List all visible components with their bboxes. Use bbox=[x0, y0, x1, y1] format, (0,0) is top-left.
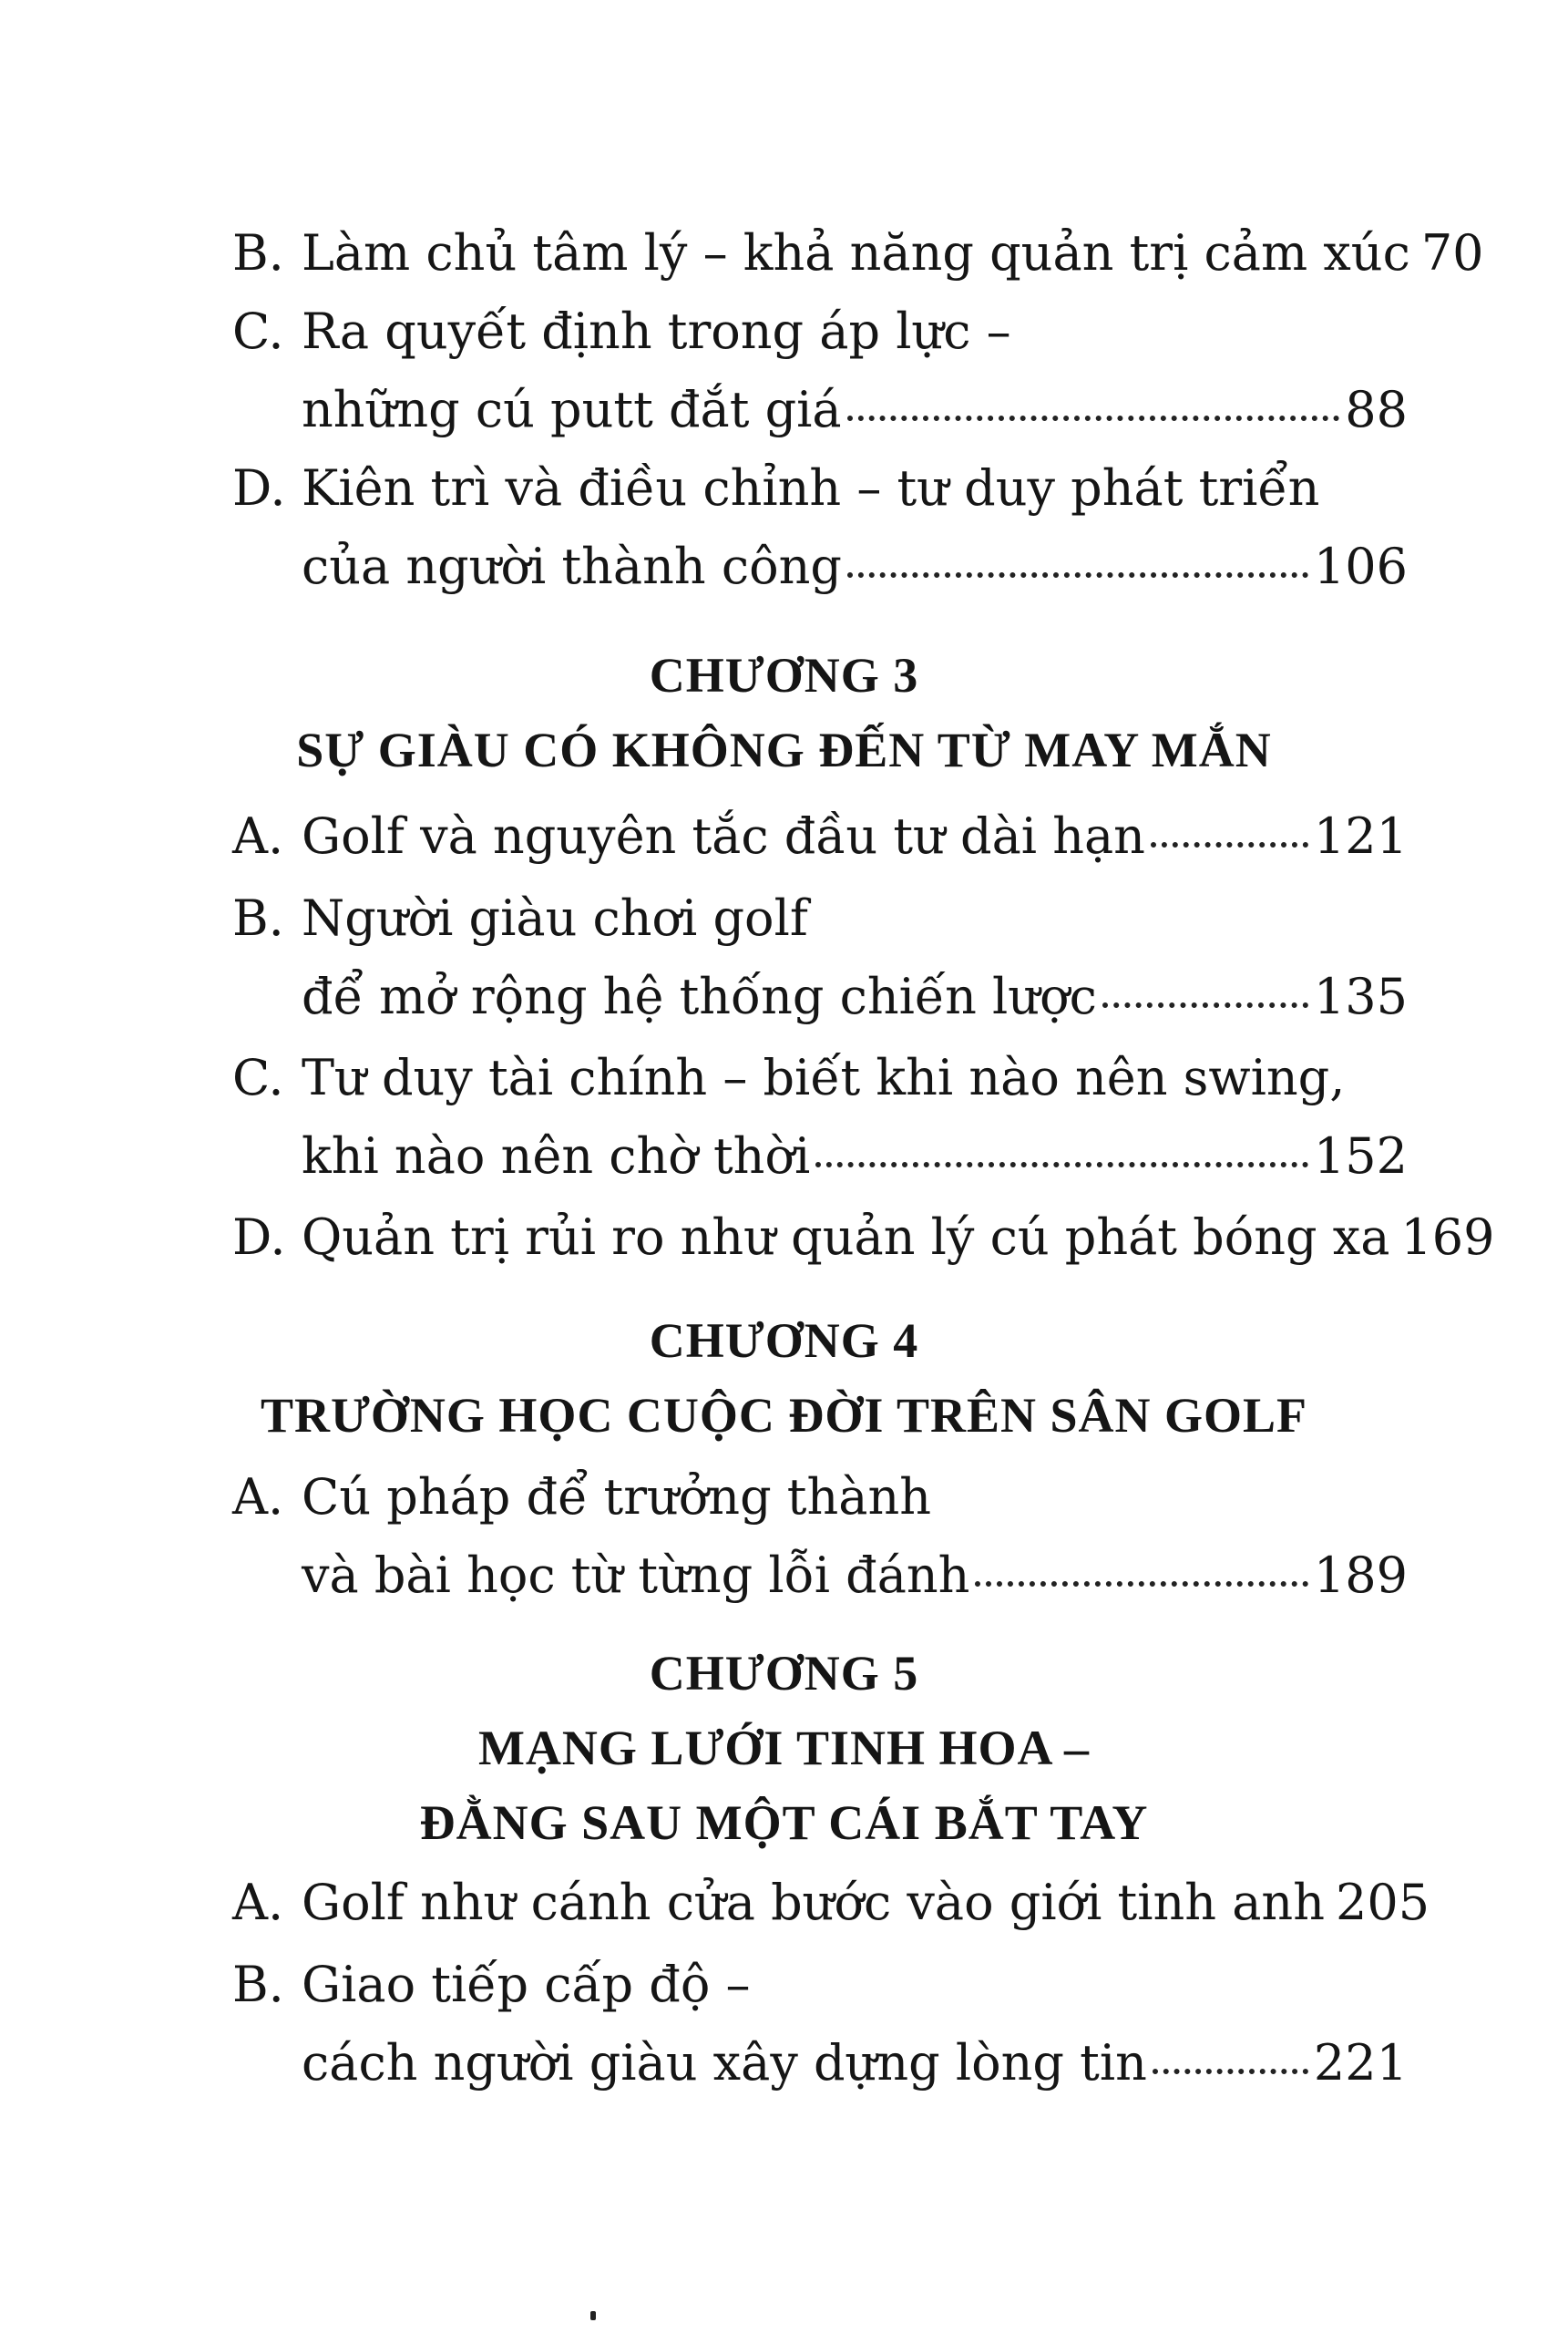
chapter-title: MẠNG LƯỚI TINH HOA – bbox=[477, 1721, 1091, 1775]
entry-letter: A. bbox=[232, 807, 284, 865]
entry-letter: C. bbox=[232, 1049, 284, 1106]
chapter-title: ĐẰNG SAU MỘT CÁI BẮT TAY bbox=[419, 1795, 1149, 1850]
toc-entry bbox=[232, 1946, 1408, 2102]
dot-leader bbox=[847, 534, 1308, 583]
dot-leader bbox=[815, 1124, 1308, 1173]
entry-title: Giao tiếp cấp độ – bbox=[302, 1956, 751, 2013]
entry-letter: B. bbox=[232, 1956, 284, 2013]
entry-title: Quản trị rủi ro như quản lý cú phát bóng xa bbox=[302, 1208, 1390, 1266]
chapter-label: CHƯƠNG 5 bbox=[649, 1646, 919, 1701]
dot-leader bbox=[1102, 964, 1308, 1013]
entry-letter: D. bbox=[232, 1208, 286, 1266]
entry-title-cont: và bài học từ từng lỗi đánh bbox=[302, 1547, 970, 1604]
toc-entry bbox=[232, 1864, 1430, 1942]
toc-entry bbox=[232, 1458, 1408, 1615]
toc-entry bbox=[232, 879, 1408, 1036]
entry-page-number: 221 bbox=[1313, 2034, 1408, 2091]
entry-page-number: 88 bbox=[1345, 381, 1408, 438]
entry-title: Người giàu chơi golf bbox=[302, 889, 808, 947]
entry-letter: B. bbox=[232, 224, 284, 282]
chapter-heading bbox=[0, 1303, 1568, 1453]
chapter-label: CHƯƠNG 3 bbox=[649, 648, 919, 703]
toc-entry bbox=[232, 449, 1408, 606]
entry-title: Golf và nguyên tắc đầu tư dài hạn bbox=[302, 807, 1145, 865]
dot-leader bbox=[847, 377, 1340, 427]
chapter-label: CHƯƠNG 4 bbox=[649, 1313, 919, 1368]
dot-leader bbox=[1153, 2030, 1308, 2080]
entry-page-number: 70 bbox=[1420, 224, 1484, 282]
entry-title-cont: của người thành công bbox=[302, 538, 842, 595]
entry-letter: B. bbox=[232, 889, 284, 947]
entry-title: Ra quyết định trong áp lực – bbox=[302, 303, 1011, 360]
chapter-title: TRƯỜNG HỌC CUỘC ĐỜI TRÊN SÂN GOLF bbox=[260, 1388, 1308, 1443]
entry-page-number: 189 bbox=[1313, 1547, 1408, 1604]
toc-entry bbox=[232, 1039, 1408, 1196]
entry-title: Tư duy tài chính – biết khi nào nên swing, bbox=[302, 1049, 1346, 1106]
entry-page-number: 169 bbox=[1400, 1208, 1495, 1266]
toc-entry bbox=[232, 797, 1408, 876]
entry-title: Làm chủ tâm lý – khả năng quản trị cảm xúc bbox=[302, 224, 1410, 282]
entry-letter: A. bbox=[232, 1874, 284, 1931]
entry-title: Golf như cánh cửa bước vào giới tinh anh bbox=[302, 1874, 1325, 1931]
toc-entry bbox=[232, 1198, 1495, 1277]
entry-page-number: 121 bbox=[1313, 807, 1408, 865]
entry-letter: A. bbox=[232, 1468, 284, 1526]
entry-page-number: 135 bbox=[1313, 968, 1408, 1025]
entry-page-number: 106 bbox=[1313, 538, 1408, 595]
entry-title-cont: khi nào nên chờ thời bbox=[302, 1127, 811, 1185]
chapter-heading bbox=[0, 638, 1568, 787]
entry-title-cont: để mở rộng hệ thống chiến lược bbox=[302, 968, 1097, 1025]
entry-page-number: 152 bbox=[1313, 1127, 1408, 1185]
entry-title: Cú pháp để trưởng thành bbox=[302, 1468, 932, 1526]
chapter-title: SỰ GIÀU CÓ KHÔNG ĐẾN TỪ MAY MẮN bbox=[296, 723, 1272, 777]
toc-entry bbox=[232, 293, 1408, 449]
entry-page-number: 205 bbox=[1335, 1874, 1430, 1931]
entry-letter: C. bbox=[232, 303, 284, 360]
entry-title-cont: những cú putt đắt giá bbox=[302, 381, 842, 438]
dot-leader bbox=[975, 1543, 1307, 1592]
toc-entry bbox=[232, 214, 1484, 293]
entry-title: Kiên trì và điều chỉnh – tư duy phát triển bbox=[302, 459, 1320, 517]
chapter-heading bbox=[0, 1636, 1568, 1860]
entry-title-cont: cách người giàu xây dựng lòng tin bbox=[302, 2034, 1147, 2091]
print-speck bbox=[590, 2311, 596, 2320]
entry-letter: D. bbox=[232, 459, 286, 517]
dot-leader bbox=[1151, 804, 1308, 853]
